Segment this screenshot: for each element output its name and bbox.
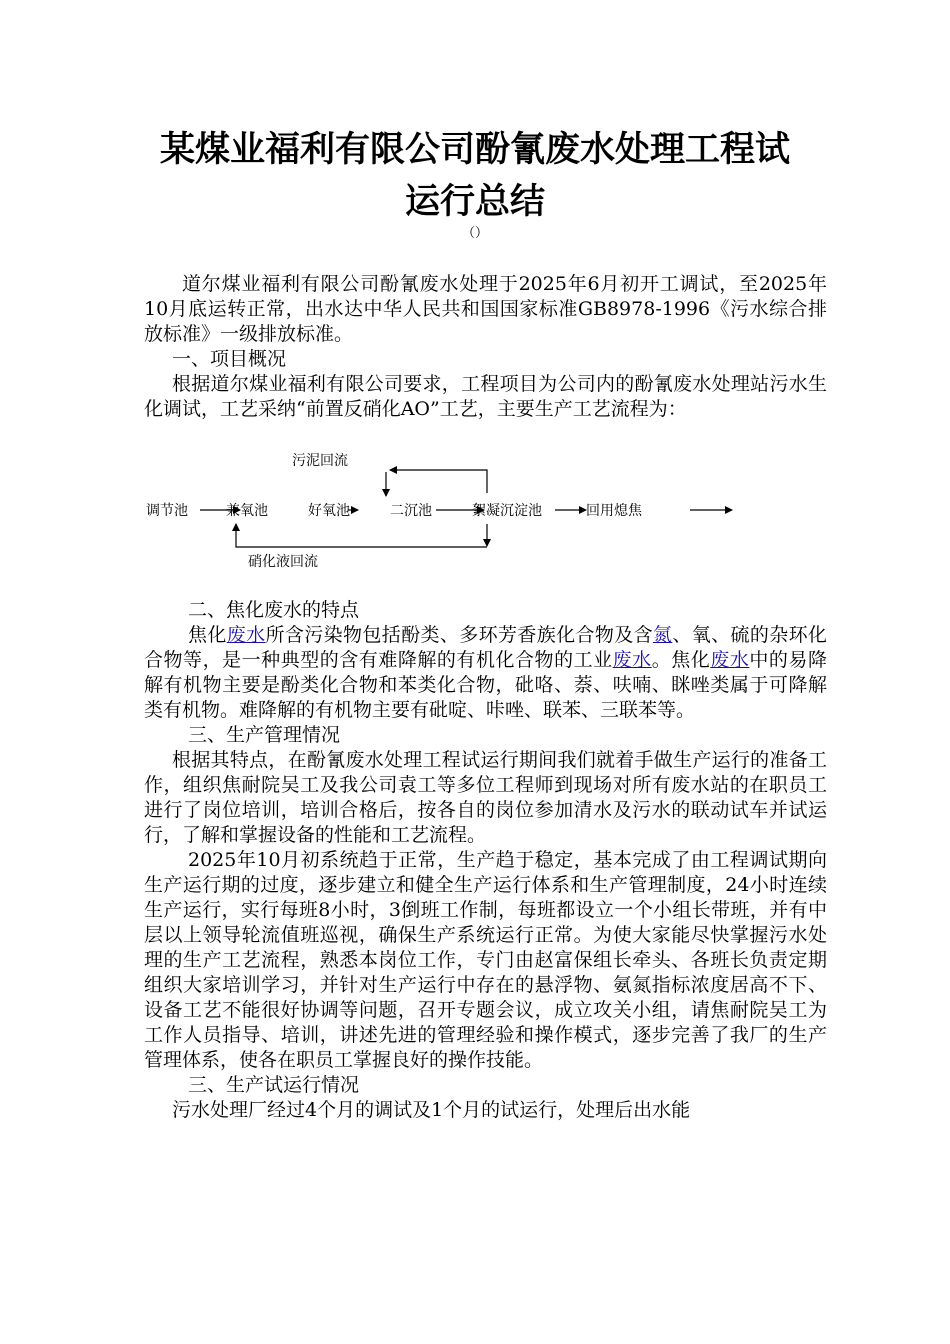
section2-text-a: 焦化 — [188, 624, 227, 646]
section2-text-e: 中的易降解有机物主要是酚类化合物和苯类化合物，砒咯、萘、呋喃、眯唑类属于可降解类有机物。难降解的有机物主要有砒啶、咔唑、联苯、三联苯等。 — [144, 649, 827, 721]
content-block — [144, 598, 827, 1123]
section1-heading: 一、项目概况 — [172, 348, 287, 370]
document-subtitle: （） — [461, 226, 488, 241]
section3-heading: 三、生产管理情况 — [188, 724, 341, 746]
document-title-line1: 某煤业福利有限公司酚氰废水处理工程试 — [159, 130, 790, 170]
wastewater-link-3[interactable]: 废水 — [710, 649, 750, 671]
document-title-line2: 运行总结 — [404, 182, 545, 222]
section2-text-d: 。焦化 — [651, 649, 711, 671]
nitrogen-link[interactable]: 氮 — [652, 624, 673, 646]
flow-node-secondary-clarifier: 二沉池 — [390, 503, 432, 519]
section2-heading: 二、焦化废水的特点 — [188, 599, 360, 621]
intro-block — [144, 272, 827, 422]
section2-text-c: 、氧、硫的杂环化合物等，是一种典型的含有难降解的有机化合物的工业 — [144, 624, 827, 671]
section1-paragraph: 根据道尔煤业福利有限公司要求，工程项目为公司内的酚氰废水处理站污水生化调试，工艺采纳“前置反硝化AO”工艺，主要生产工艺流程为： — [144, 373, 827, 420]
intro-paragraph: 道尔煤业福利有限公司酚氰废水处理于2025年6月初开工调试，至2025年10月底运转正常，出水达中华人民共和国国家标准GB8978-1996《污水综合排放标准》一级排放标准。 — [144, 273, 827, 345]
nitrate-return-arrow-back — [236, 524, 487, 547]
flow-node-flocculation-tank: 絮凝沉淀池 — [472, 503, 542, 519]
section4-heading: 三、生产试运行情况 — [188, 1074, 360, 1096]
flow-node-aerobic-tank: 好氧池 — [308, 503, 350, 519]
section2-text-b: 所含污染物包括酚类、多环芳香族化合物及含 — [265, 624, 653, 646]
sludge-return-arrow-top — [390, 470, 487, 493]
flow-node-anoxic-tank: 兼氧池 — [226, 503, 268, 519]
wastewater-link-1[interactable]: 废水 — [226, 624, 266, 646]
section2-paragraph — [144, 623, 827, 723]
section3-paragraph-1: 根据其特点，在酚氰废水处理工程试运行期间我们就着手做生产运行的准备工作，组织焦耐院吴工及我公司袁工等多位工程师到现场对所有废水站的在职员工进行了岗位培训，培训合格后，按各自的岗位参加清水及污水的联动试车并试运行，了解和掌握设备的性能和工艺流程。 — [144, 749, 827, 846]
sludge-return-label: 污泥回流 — [292, 453, 348, 469]
flow-node-coke-quenching-reuse: 回用熄焦 — [586, 503, 642, 519]
wastewater-link-2[interactable]: 废水 — [612, 649, 652, 671]
section4-paragraph-1: 污水处理厂经过4个月的调试及1个月的试运行，处理后出水能 — [172, 1099, 691, 1121]
flow-node-regulating-tank: 调节池 — [146, 503, 188, 519]
nitrate-return-label: 硝化液回流 — [248, 554, 318, 570]
section3-paragraph-2: 2025年10月初系统趋于正常，生产趋于稳定，基本完成了由工程调试期向生产运行期的过度，逐步建立和健全生产运行体系和生产管理制度，24小时连续生产运行，实行每班8小时，3倒班工作制，每班都设立一个小组长带班，并有中层以上领导轮流值班巡视，确保生产系统运行正常。为使大家能尽快掌握污水处理的生产工艺流程，熟悉本岗位工作，专门由赵富保组长牵头、各班长负责定期组织大家培训学习，并针对生产运行中存在的悬浮物、氨氮指标浓度居高不下、设备工艺不能很好协调等问题，召开专题会议，成立攻关小组，请焦耐院吴工为工作人员指导、培训，讲述先进的管理经验和操作模式，逐步完善了我厂的生产管理体系，使各在职员工掌握良好的操作技能。 — [144, 849, 827, 1071]
